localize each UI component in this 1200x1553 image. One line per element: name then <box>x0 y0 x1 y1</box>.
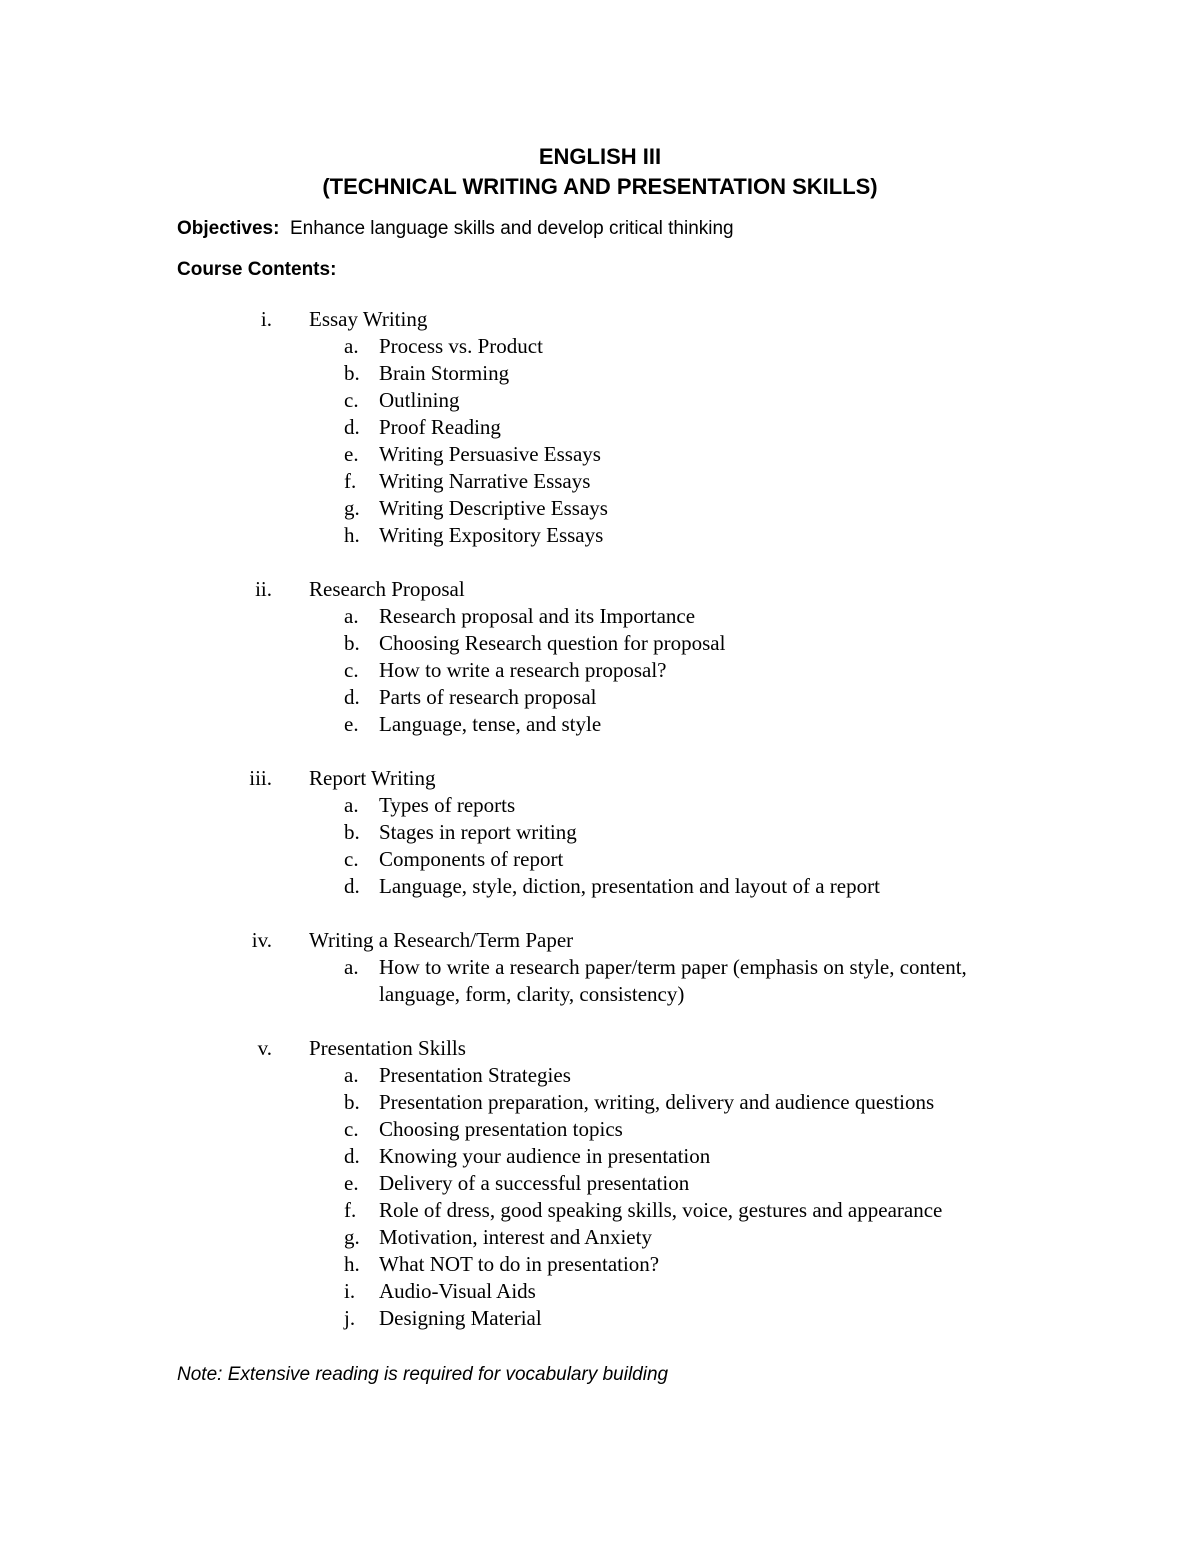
item-text: Delivery of a successful presentation <box>379 1171 690 1195</box>
item-text: Language, style, diction, presentation and layout of a report <box>379 874 880 898</box>
item-text: How to write a research proposal? <box>379 658 667 682</box>
section-heading <box>0 306 1200 333</box>
item-letter: d. <box>344 874 360 898</box>
item-letter: a. <box>344 955 359 979</box>
list-item <box>0 441 1200 468</box>
item-letter: e. <box>344 712 359 736</box>
item-letter: f. <box>344 469 357 493</box>
list-item <box>0 873 1200 900</box>
item-text: Writing Expository Essays <box>379 523 604 547</box>
item-text: Brain Storming <box>379 361 510 385</box>
item-text: Types of reports <box>379 793 516 817</box>
list-item <box>0 630 1200 657</box>
section-heading <box>0 765 1200 792</box>
item-letter: b. <box>344 1090 360 1114</box>
item-text: What NOT to do in presentation? <box>379 1252 660 1276</box>
item-letter: b. <box>344 361 360 385</box>
list-item <box>0 1116 1200 1143</box>
list-item <box>0 1197 1200 1224</box>
item-text: How to write a research paper/term paper (emphasis on style, content, language, form, clarity, consistency) <box>379 955 967 1006</box>
section-title: Research Proposal <box>309 577 465 601</box>
content-section <box>0 576 1200 738</box>
objectives-line <box>177 216 734 242</box>
section-heading <box>0 1035 1200 1062</box>
item-text: Outlining <box>379 388 460 412</box>
course-title: ENGLISH III <box>538 144 662 169</box>
item-text: Parts of research proposal <box>379 685 597 709</box>
course-contents-heading: Course Contents: <box>177 259 337 280</box>
section-number: v. <box>257 1036 272 1060</box>
section-number: iii. <box>249 766 272 790</box>
item-text: Proof Reading <box>379 415 501 439</box>
footer-note: Note: Extensive reading is required for vocabulary building <box>177 1364 669 1385</box>
content-section <box>0 765 1200 900</box>
item-text: Presentation preparation, writing, delivery and audience questions <box>379 1090 935 1114</box>
list-item <box>0 360 1200 387</box>
list-item <box>0 1143 1200 1170</box>
list-item <box>0 1224 1200 1251</box>
list-item <box>0 414 1200 441</box>
list-item <box>0 1251 1200 1278</box>
item-text: Language, tense, and style <box>379 712 602 736</box>
section-number: i. <box>260 307 272 331</box>
item-text: Designing Material <box>379 1306 542 1330</box>
item-letter: g. <box>344 496 360 520</box>
item-text: Writing Descriptive Essays <box>379 496 608 520</box>
item-letter: d. <box>344 1144 360 1168</box>
item-letter: g. <box>344 1225 360 1249</box>
item-letter: a. <box>344 793 359 817</box>
content-section <box>0 1035 1200 1332</box>
item-text: Writing Narrative Essays <box>379 469 591 493</box>
item-letter: b. <box>344 631 360 655</box>
item-text: Audio-Visual Aids <box>379 1279 536 1303</box>
item-text: Role of dress, good speaking skills, voice, gestures and appearance <box>379 1198 943 1222</box>
item-letter: c. <box>344 388 359 412</box>
item-letter: c. <box>344 847 359 871</box>
list-item <box>0 1170 1200 1197</box>
section-number: ii. <box>255 577 272 601</box>
item-text: Process vs. Product <box>379 334 543 358</box>
item-letter: a. <box>344 1063 359 1087</box>
item-letter: e. <box>344 442 359 466</box>
item-letter: h. <box>344 523 360 547</box>
list-item <box>0 468 1200 495</box>
list-item <box>0 387 1200 414</box>
section-title: Essay Writing <box>309 307 428 331</box>
item-letter: h. <box>344 1252 360 1276</box>
list-item <box>0 1089 1200 1116</box>
item-letter: j. <box>344 1306 356 1330</box>
list-item <box>0 792 1200 819</box>
item-text: Presentation Strategies <box>379 1063 571 1087</box>
objectives-label: Objectives: <box>177 218 280 239</box>
list-item <box>0 1278 1200 1305</box>
item-text: Components of report <box>379 847 564 871</box>
section-title: Report Writing <box>309 766 436 790</box>
course-contents-list <box>0 306 1200 1359</box>
item-text: Knowing your audience in presentation <box>379 1144 711 1168</box>
list-item <box>0 1062 1200 1089</box>
list-item <box>0 333 1200 360</box>
list-item <box>0 603 1200 630</box>
item-text: Writing Persuasive Essays <box>379 442 601 466</box>
item-letter: b. <box>344 820 360 844</box>
list-item <box>0 846 1200 873</box>
item-letter: i. <box>344 1279 356 1303</box>
item-letter: c. <box>344 1117 359 1141</box>
item-letter: a. <box>344 334 359 358</box>
list-item <box>0 954 1200 1008</box>
list-item <box>0 522 1200 549</box>
item-letter: a. <box>344 604 359 628</box>
list-item <box>0 819 1200 846</box>
item-letter: d. <box>344 685 360 709</box>
list-item <box>0 657 1200 684</box>
objectives-text: Enhance language skills and develop critical thinking <box>290 218 734 239</box>
item-letter: e. <box>344 1171 359 1195</box>
section-title: Presentation Skills <box>309 1036 466 1060</box>
course-subtitle: (TECHNICAL WRITING AND PRESENTATION SKILLS) <box>322 174 878 199</box>
item-letter: c. <box>344 658 359 682</box>
item-text: Choosing presentation topics <box>379 1117 623 1141</box>
list-item <box>0 495 1200 522</box>
item-letter: d. <box>344 415 360 439</box>
item-text: Choosing Research question for proposal <box>379 631 726 655</box>
content-section <box>0 927 1200 1008</box>
list-item <box>0 711 1200 738</box>
item-letter: f. <box>344 1198 357 1222</box>
content-section <box>0 306 1200 549</box>
list-item <box>0 684 1200 711</box>
section-heading <box>0 927 1200 954</box>
section-title: Writing a Research/Term Paper <box>309 928 574 952</box>
item-text: Motivation, interest and Anxiety <box>379 1225 652 1249</box>
item-text: Research proposal and its Importance <box>379 604 696 628</box>
section-number: iv. <box>251 928 272 952</box>
item-text: Stages in report writing <box>379 820 577 844</box>
section-heading <box>0 576 1200 603</box>
list-item <box>0 1305 1200 1332</box>
